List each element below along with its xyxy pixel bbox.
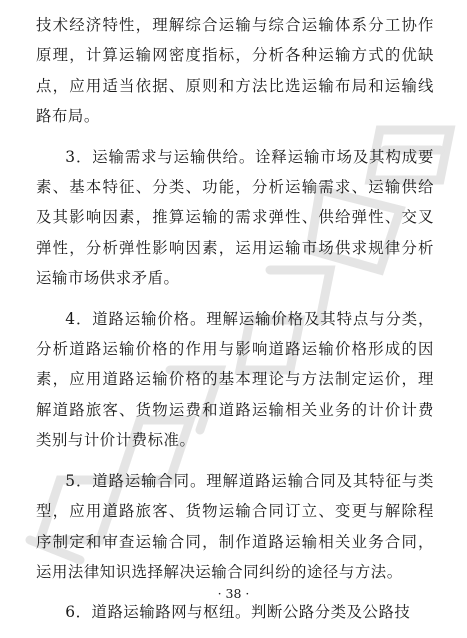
paragraph-transport-demand-supply: 3．运输需求与运输供给。诠释运输市场及其构成要素、基本特征、分类、功能，分析运输需求、运输供给及其影响因素，推算运输的需求弹性、供给弹性、交叉弹性，分析弹性影响因素，运用运输市场供求规律分析运输市场供求矛盾。 [36,147,434,288]
paragraph-road-network-hub: 6．道路运输路网与枢纽。判断公路分类及公路技 [65,603,411,622]
text-body [36,10,434,638]
page-number: · 38 · [217,586,250,601]
paragraph-road-transport-price: 4．道路运输价格。理解运输价格及其特点与分类，分析道路运输价格的作用与影响道路运输价格形成的因素，应用道路运输价格的基本理论与方法制定运价，理解道路旅客、货物运费和道路运输相关业务的计价计费类别与计价计费标准。 [36,309,434,450]
paragraph-road-transport-contract: 5．道路运输合同。理解道路运输合同及其特征与类型，应用道路旅客、货物运输合同订立、变更与解除程序制定和审查运输合同，制作道路运输相关业务合同，运用法律知识选择解决运输合同纠纷的途径与方法。 [36,471,434,581]
paragraph-continuation: 技术经济特性，理解综合运输与综合运输体系分工协作原理，计算运输网密度指标，分析各种运输方式的优缺点，应用适当依据、原则和方法比选运输布局和运输线路布局。 [36,16,434,126]
